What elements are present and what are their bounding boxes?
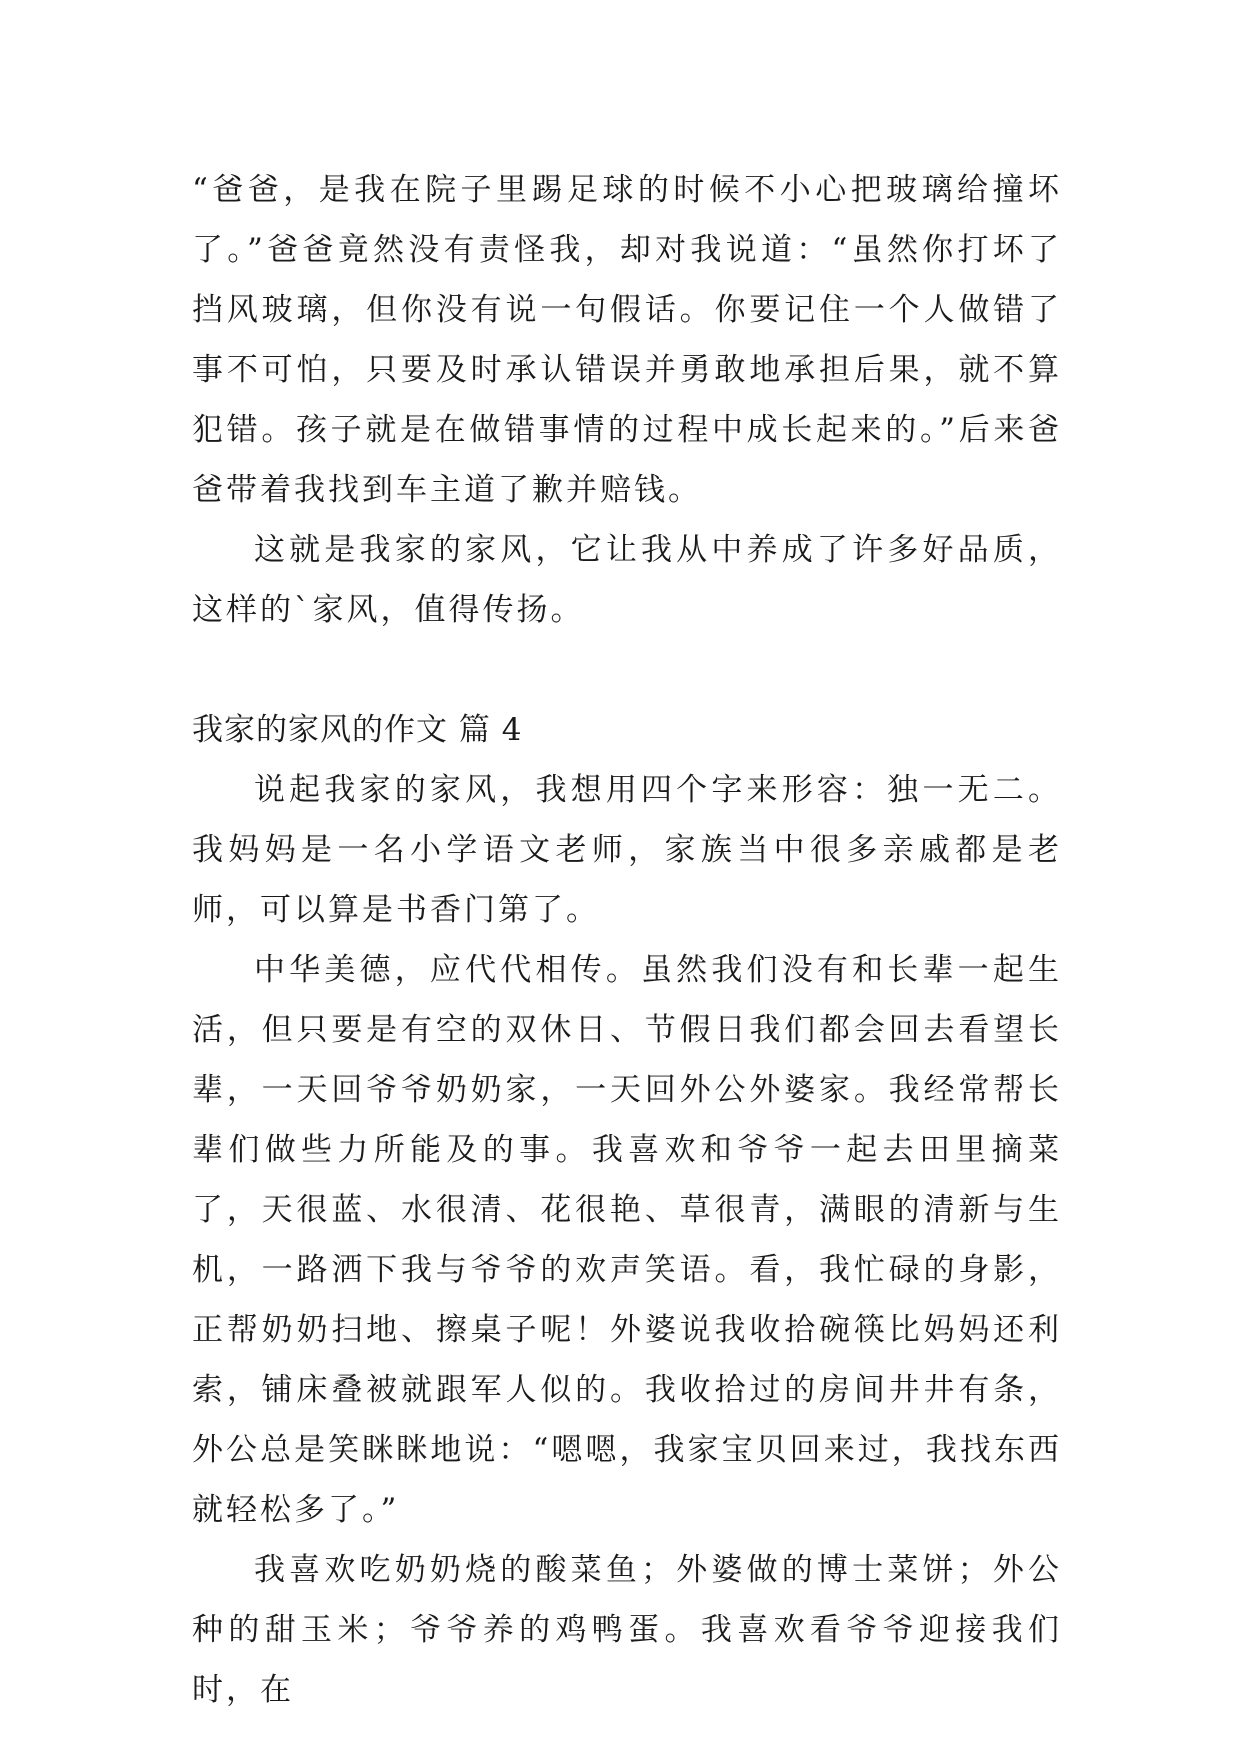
section-spacer [192, 640, 1062, 700]
paragraph-virtues: 中华美德，应代代相传。虽然我们没有和长辈一起生活，但只要是有空的双休日、节假日我们都会回去看望长辈，一天回爷爷奶奶家，一天回外公外婆家。我经常帮长辈们做些力所能及的事。我喜欢和爷爷一起去田里摘菜了，天很蓝、水很清、花很艳、草很青，满眼的清新与生机，一路洒下我与爷爷的欢声笑语。看，我忙碌的身影，正帮奶奶扫地、擦桌子呢！外婆说我收拾碗筷比妈妈还利索，铺床叠被就跟军人似的。我收拾过的房间井井有条，外公总是笑眯眯地说：“嗯嗯，我家宝贝回来过，我找东西就轻松多了。” [192, 952, 1062, 1528]
paragraph-father-reply: “爸爸，是我在院子里踢足球的时候不小心把玻璃给撞坏了。”爸爸竟然没有责怪我，却对我说道：“虽然你打坏了挡风玻璃，但你没有说一句假话。你要记住一个人做错了事不可怕，只要及时承认错误并勇敢地承担后果，就不算犯错。孩子就是在做错事情的过程中成长起来的。”后来爸爸带着我找到车主道了歉并赔钱。 [192, 172, 1062, 508]
document-body [192, 160, 1062, 1720]
paragraph-intro: 说起我家的家风，我想用四个字来形容：独一无二。我妈妈是一名小学语文老师，家族当中很多亲戚都是老师，可以算是书香门第了。 [192, 772, 1062, 928]
paragraph-favorite-foods: 我喜欢吃奶奶烧的酸菜鱼；外婆做的博士菜饼；外公种的甜玉米；爷爷养的鸡鸭蛋。我喜欢看爷爷迎接我们时，在 [192, 1552, 1062, 1708]
paragraph-family-tradition-summary: 这就是我家的家风，它让我从中养成了许多好品质，这样的`家风，值得传扬。 [192, 532, 1062, 628]
section-title: 我家的家风的作文 篇 4 [192, 712, 523, 748]
